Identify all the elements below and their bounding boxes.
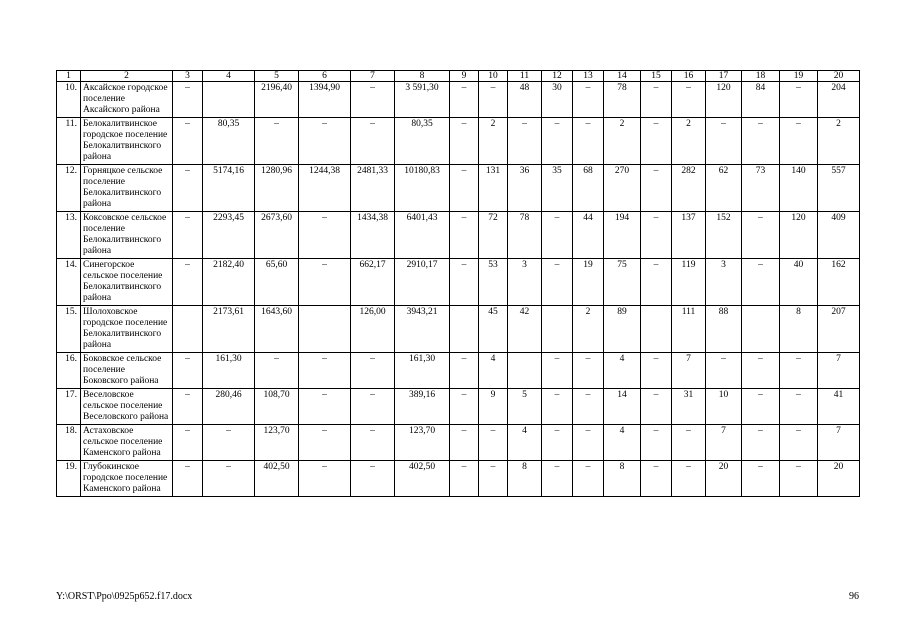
table-cell: 7 bbox=[706, 425, 742, 461]
column-header: 4 bbox=[203, 71, 255, 82]
table-cell: – bbox=[450, 461, 479, 497]
table-cell: 72 bbox=[479, 212, 508, 259]
table-cell: 7 bbox=[818, 425, 860, 461]
settlement-name: Синегорское сельское поселение Белокалитвинского района bbox=[81, 259, 173, 306]
settlement-name: Глубокинское городское поселение Каменского района bbox=[81, 461, 173, 497]
table-cell: – bbox=[351, 82, 395, 118]
table-cell: 40 bbox=[780, 259, 818, 306]
settlement-name: Аксайское городское поселение Аксайского района bbox=[81, 82, 173, 118]
column-header: 3 bbox=[173, 71, 203, 82]
table-cell: – bbox=[573, 389, 604, 425]
table-cell: 662,17 bbox=[351, 259, 395, 306]
table-cell: – bbox=[742, 425, 780, 461]
table-cell: 73 bbox=[742, 165, 780, 212]
table-cell: 402,50 bbox=[395, 461, 450, 497]
table-cell: 65,60 bbox=[255, 259, 299, 306]
table-row bbox=[57, 165, 860, 212]
table-cell: – bbox=[299, 259, 351, 306]
table-cell: – bbox=[351, 461, 395, 497]
column-header: 9 bbox=[450, 71, 479, 82]
table-cell: – bbox=[573, 461, 604, 497]
table-cell: 2182,40 bbox=[203, 259, 255, 306]
table-cell: 123,70 bbox=[395, 425, 450, 461]
column-header: 15 bbox=[641, 71, 672, 82]
table-cell: – bbox=[173, 212, 203, 259]
column-header: 2 bbox=[81, 71, 173, 82]
table-cell: – bbox=[742, 353, 780, 389]
column-header: 1 bbox=[57, 71, 81, 82]
table-cell: 108,70 bbox=[255, 389, 299, 425]
table-row bbox=[57, 353, 860, 389]
header-row bbox=[57, 71, 860, 82]
table-cell: – bbox=[780, 425, 818, 461]
table-cell bbox=[508, 353, 542, 389]
table-cell bbox=[203, 82, 255, 118]
table-cell: 389,16 bbox=[395, 389, 450, 425]
column-header: 18 bbox=[742, 71, 780, 82]
table-cell: 31 bbox=[672, 389, 706, 425]
table-cell: – bbox=[299, 118, 351, 165]
table-cell: 44 bbox=[573, 212, 604, 259]
table-cell: 10 bbox=[706, 389, 742, 425]
table-cell: – bbox=[641, 82, 672, 118]
table-cell: 3 bbox=[706, 259, 742, 306]
table-cell: – bbox=[450, 353, 479, 389]
table-cell: 1643,60 bbox=[255, 306, 299, 353]
table-cell: 6401,43 bbox=[395, 212, 450, 259]
table-cell: 2196,40 bbox=[255, 82, 299, 118]
column-header: 14 bbox=[604, 71, 641, 82]
table-cell: 409 bbox=[818, 212, 860, 259]
table-cell: 8 bbox=[604, 461, 641, 497]
table-cell: – bbox=[450, 118, 479, 165]
table-cell: 3 bbox=[508, 259, 542, 306]
table-cell: – bbox=[173, 389, 203, 425]
column-header: 17 bbox=[706, 71, 742, 82]
table-cell: – bbox=[173, 259, 203, 306]
column-header: 5 bbox=[255, 71, 299, 82]
table-cell: 270 bbox=[604, 165, 641, 212]
table-cell: – bbox=[641, 461, 672, 497]
table-cell: – bbox=[450, 259, 479, 306]
table-cell: – bbox=[450, 82, 479, 118]
table-row bbox=[57, 389, 860, 425]
table-cell: – bbox=[479, 425, 508, 461]
table-cell: 5 bbox=[508, 389, 542, 425]
table-body bbox=[57, 71, 860, 497]
table-cell: 8 bbox=[508, 461, 542, 497]
table-cell: – bbox=[542, 389, 573, 425]
table-cell: 282 bbox=[672, 165, 706, 212]
table-row bbox=[57, 259, 860, 306]
table-cell: – bbox=[542, 425, 573, 461]
table-cell: 3943,21 bbox=[395, 306, 450, 353]
table-cell: 111 bbox=[672, 306, 706, 353]
table-cell: – bbox=[742, 389, 780, 425]
table-cell bbox=[299, 306, 351, 353]
table-cell: – bbox=[780, 461, 818, 497]
table-cell: 4 bbox=[604, 425, 641, 461]
table-cell: 2293,45 bbox=[203, 212, 255, 259]
table-cell: 78 bbox=[604, 82, 641, 118]
table-cell: 8 bbox=[780, 306, 818, 353]
table-cell: – bbox=[351, 389, 395, 425]
table-cell: 68 bbox=[573, 165, 604, 212]
table-cell bbox=[542, 306, 573, 353]
table-cell: 2173,61 bbox=[203, 306, 255, 353]
table-cell: – bbox=[542, 461, 573, 497]
table-cell: – bbox=[479, 82, 508, 118]
table-cell: 2 bbox=[672, 118, 706, 165]
table-cell: – bbox=[672, 425, 706, 461]
table-cell: – bbox=[742, 212, 780, 259]
column-header: 19 bbox=[780, 71, 818, 82]
column-header: 8 bbox=[395, 71, 450, 82]
table-cell: – bbox=[450, 165, 479, 212]
table-cell: 14 bbox=[604, 389, 641, 425]
table-cell: – bbox=[203, 461, 255, 497]
table-cell: – bbox=[173, 461, 203, 497]
table-cell: – bbox=[299, 353, 351, 389]
table-cell: 30 bbox=[542, 82, 573, 118]
table-cell: 119 bbox=[672, 259, 706, 306]
table-cell: 120 bbox=[780, 212, 818, 259]
table-cell: 194 bbox=[604, 212, 641, 259]
table-cell: – bbox=[299, 389, 351, 425]
table-cell: – bbox=[299, 461, 351, 497]
table-cell: – bbox=[780, 353, 818, 389]
table-cell: – bbox=[573, 118, 604, 165]
table-cell: 7 bbox=[818, 353, 860, 389]
table-cell: 4 bbox=[604, 353, 641, 389]
settlement-name: Астаховское сельское поселение Каменского района bbox=[81, 425, 173, 461]
table-cell: 4 bbox=[479, 353, 508, 389]
table-cell: 4 bbox=[508, 425, 542, 461]
table-cell: 36 bbox=[508, 165, 542, 212]
table-row bbox=[57, 82, 860, 118]
table-cell: – bbox=[542, 353, 573, 389]
column-header: 10 bbox=[479, 71, 508, 82]
table-cell: – bbox=[672, 461, 706, 497]
table-cell: – bbox=[351, 425, 395, 461]
table-cell: 137 bbox=[672, 212, 706, 259]
table-cell: – bbox=[173, 82, 203, 118]
table-cell: – bbox=[573, 353, 604, 389]
table-cell: – bbox=[780, 389, 818, 425]
table-cell: – bbox=[542, 212, 573, 259]
settlement-name: Веселовское сельское поселение Веселовского района bbox=[81, 389, 173, 425]
table-cell: 131 bbox=[479, 165, 508, 212]
table-cell bbox=[742, 306, 780, 353]
table-row bbox=[57, 118, 860, 165]
table-cell: – bbox=[450, 425, 479, 461]
row-number: 19. bbox=[57, 461, 81, 497]
table-cell bbox=[450, 306, 479, 353]
row-number: 16. bbox=[57, 353, 81, 389]
table-cell: 41 bbox=[818, 389, 860, 425]
table-cell: 162 bbox=[818, 259, 860, 306]
table-cell: – bbox=[450, 212, 479, 259]
table-cell: 53 bbox=[479, 259, 508, 306]
settlement-name: Горняцкое сельское поселение Белокалитвинского района bbox=[81, 165, 173, 212]
table-cell: 5174,16 bbox=[203, 165, 255, 212]
column-header: 13 bbox=[573, 71, 604, 82]
table-cell: 3 591,30 bbox=[395, 82, 450, 118]
table-cell: – bbox=[351, 118, 395, 165]
table-cell: – bbox=[641, 118, 672, 165]
table-cell: 204 bbox=[818, 82, 860, 118]
table-cell: 402,50 bbox=[255, 461, 299, 497]
table-cell: – bbox=[299, 212, 351, 259]
column-header: 20 bbox=[818, 71, 860, 82]
row-number: 12. bbox=[57, 165, 81, 212]
table-cell: – bbox=[255, 353, 299, 389]
table-cell: 84 bbox=[742, 82, 780, 118]
table-cell: 42 bbox=[508, 306, 542, 353]
table-cell: – bbox=[542, 259, 573, 306]
table-cell: 280,46 bbox=[203, 389, 255, 425]
settlement-name: Боковское сельское поселение Боковского района bbox=[81, 353, 173, 389]
table-cell: – bbox=[542, 118, 573, 165]
column-header: 7 bbox=[351, 71, 395, 82]
table-cell: 20 bbox=[818, 461, 860, 497]
table-cell: 140 bbox=[780, 165, 818, 212]
table-cell: 62 bbox=[706, 165, 742, 212]
settlement-name: Шолоховское городское поселение Белокалитвинского района bbox=[81, 306, 173, 353]
table-row bbox=[57, 461, 860, 497]
table-cell: – bbox=[450, 389, 479, 425]
table-cell: 20 bbox=[706, 461, 742, 497]
table-cell: 35 bbox=[542, 165, 573, 212]
row-number: 13. bbox=[57, 212, 81, 259]
page-number: 96 bbox=[849, 591, 859, 602]
table-cell: – bbox=[573, 425, 604, 461]
table-cell: 2910,17 bbox=[395, 259, 450, 306]
table-cell: – bbox=[641, 212, 672, 259]
row-number: 18. bbox=[57, 425, 81, 461]
table-cell: 89 bbox=[604, 306, 641, 353]
table-cell: – bbox=[742, 118, 780, 165]
settlement-name: Коксовское сельское поселение Белокалитвинского района bbox=[81, 212, 173, 259]
table-cell: 48 bbox=[508, 82, 542, 118]
table-cell: – bbox=[173, 353, 203, 389]
column-header: 16 bbox=[672, 71, 706, 82]
table-cell: 1244,38 bbox=[299, 165, 351, 212]
table-cell: – bbox=[742, 259, 780, 306]
table-row bbox=[57, 212, 860, 259]
table-cell: – bbox=[742, 461, 780, 497]
table-cell: – bbox=[173, 425, 203, 461]
table-cell: – bbox=[780, 82, 818, 118]
row-number: 15. bbox=[57, 306, 81, 353]
table-cell: – bbox=[173, 118, 203, 165]
table-cell: – bbox=[641, 259, 672, 306]
table-cell: – bbox=[351, 353, 395, 389]
table-cell: – bbox=[672, 82, 706, 118]
table-cell: 2 bbox=[818, 118, 860, 165]
table-cell: 1280,96 bbox=[255, 165, 299, 212]
table-row bbox=[57, 306, 860, 353]
table-cell: – bbox=[641, 425, 672, 461]
table-cell: – bbox=[299, 425, 351, 461]
table-cell: – bbox=[641, 353, 672, 389]
settlements-table bbox=[56, 70, 860, 497]
column-header: 11 bbox=[508, 71, 542, 82]
table-cell: 80,35 bbox=[395, 118, 450, 165]
table-cell: 9 bbox=[479, 389, 508, 425]
table-cell: 2481,33 bbox=[351, 165, 395, 212]
table-cell: 75 bbox=[604, 259, 641, 306]
table-cell bbox=[641, 306, 672, 353]
row-number: 11. bbox=[57, 118, 81, 165]
table-cell: 120 bbox=[706, 82, 742, 118]
table-cell: 88 bbox=[706, 306, 742, 353]
column-header: 12 bbox=[542, 71, 573, 82]
row-number: 10. bbox=[57, 82, 81, 118]
table-cell: 1434,38 bbox=[351, 212, 395, 259]
table-cell: – bbox=[641, 165, 672, 212]
table-cell: 45 bbox=[479, 306, 508, 353]
table-cell: 161,30 bbox=[203, 353, 255, 389]
table-cell: 80,35 bbox=[203, 118, 255, 165]
table-cell: – bbox=[203, 425, 255, 461]
table-cell: 2 bbox=[479, 118, 508, 165]
table-cell: – bbox=[706, 118, 742, 165]
table-cell: 10180,83 bbox=[395, 165, 450, 212]
table-cell: – bbox=[706, 353, 742, 389]
table-cell: 123,70 bbox=[255, 425, 299, 461]
table-cell: – bbox=[255, 118, 299, 165]
table-cell: – bbox=[573, 82, 604, 118]
row-number: 14. bbox=[57, 259, 81, 306]
table-cell: 2673,60 bbox=[255, 212, 299, 259]
file-path: Y:\ORST\Ppo\0925p652.f17.docx bbox=[56, 591, 193, 602]
table-cell: 2 bbox=[604, 118, 641, 165]
table-cell: 1394,90 bbox=[299, 82, 351, 118]
table-cell: 7 bbox=[672, 353, 706, 389]
table-cell: – bbox=[479, 461, 508, 497]
table-cell: 19 bbox=[573, 259, 604, 306]
settlement-name: Белокалитвинское городское поселение Белокалитвинского района bbox=[81, 118, 173, 165]
table-cell: – bbox=[508, 118, 542, 165]
table-cell: 126,00 bbox=[351, 306, 395, 353]
table-cell: – bbox=[641, 389, 672, 425]
table-row bbox=[57, 425, 860, 461]
table-cell: 78 bbox=[508, 212, 542, 259]
table-cell bbox=[173, 306, 203, 353]
table-cell: 2 bbox=[573, 306, 604, 353]
column-header: 6 bbox=[299, 71, 351, 82]
table-cell: 557 bbox=[818, 165, 860, 212]
row-number: 17. bbox=[57, 389, 81, 425]
table-cell: 161,30 bbox=[395, 353, 450, 389]
table-cell: 207 bbox=[818, 306, 860, 353]
table-cell: – bbox=[780, 118, 818, 165]
table-cell: – bbox=[173, 165, 203, 212]
table-cell: 152 bbox=[706, 212, 742, 259]
